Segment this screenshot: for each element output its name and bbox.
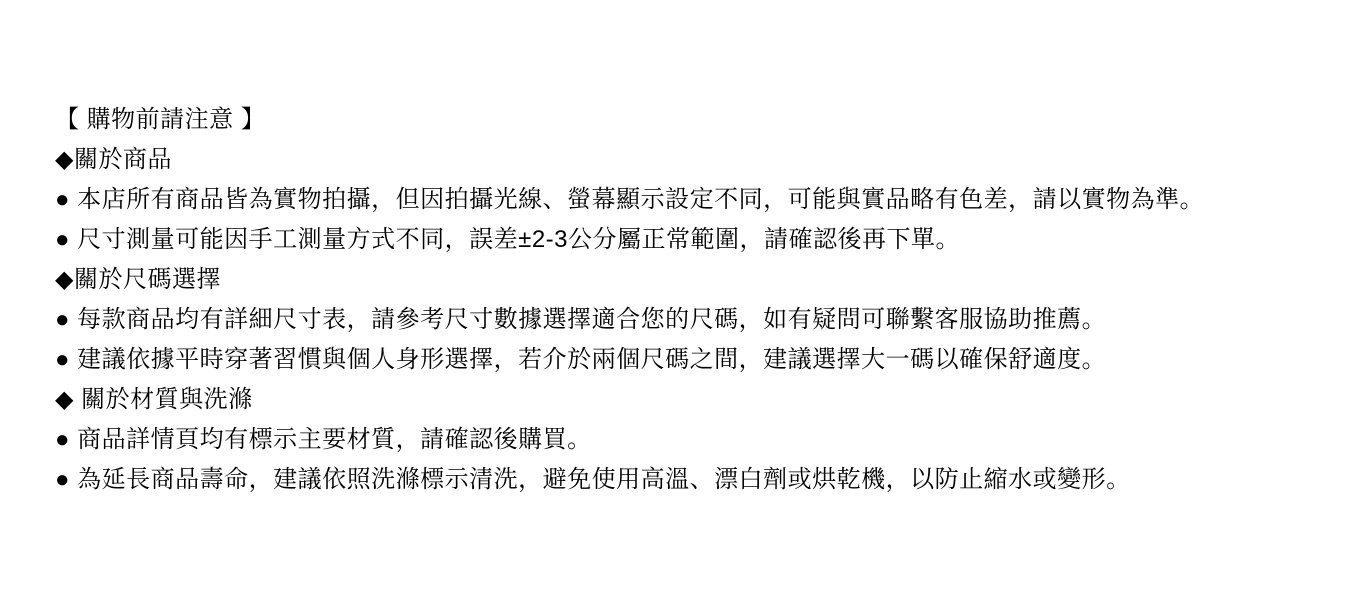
notice-title: 【 購物前請注意 】 <box>55 106 266 133</box>
bullet-washing-instructions: ● 為延長商品壽命，建議依照洗滌標示清洗，避免使用高溫、漂白劑或烘乾機，以防止縮水或變形。 <box>55 466 1131 493</box>
section-material-washing <box>55 380 1336 500</box>
bullet-size-chart-reference: ● 每款商品均有詳細尺寸表，請參考尺寸數據選擇適合您的尺碼，如有疑問可聯繫客服協助推薦。 <box>55 306 1107 333</box>
section-about-products <box>55 140 1336 260</box>
section-size-selection <box>55 260 1336 380</box>
bullet-products-photo-disclaimer: ● 本店所有商品皆為實物拍攝，但因拍攝光線、螢幕顯示設定不同，可能與實品略有色差，請以實物為準。 <box>55 186 1205 213</box>
section-heading-products: ◆關於商品 <box>55 146 172 173</box>
bullet-size-up-recommendation: ● 建議依據平時穿著習慣與個人身形選擇，若介於兩個尺碼之間，建議選擇大一碼以確保舒適度。 <box>55 346 1107 373</box>
shopping-notice <box>55 100 1336 500</box>
section-heading-material: ◆ 關於材質與洗滌 <box>55 386 253 413</box>
bullet-products-measurement-tolerance: ● 尺寸測量可能因手工測量方式不同，誤差±2-3公分屬正常範圍，請確認後再下單。 <box>55 226 961 253</box>
bullet-material-label: ● 商品詳情頁均有標示主要材質，請確認後購買。 <box>55 426 592 453</box>
section-heading-size: ◆關於尺碼選擇 <box>55 266 221 293</box>
